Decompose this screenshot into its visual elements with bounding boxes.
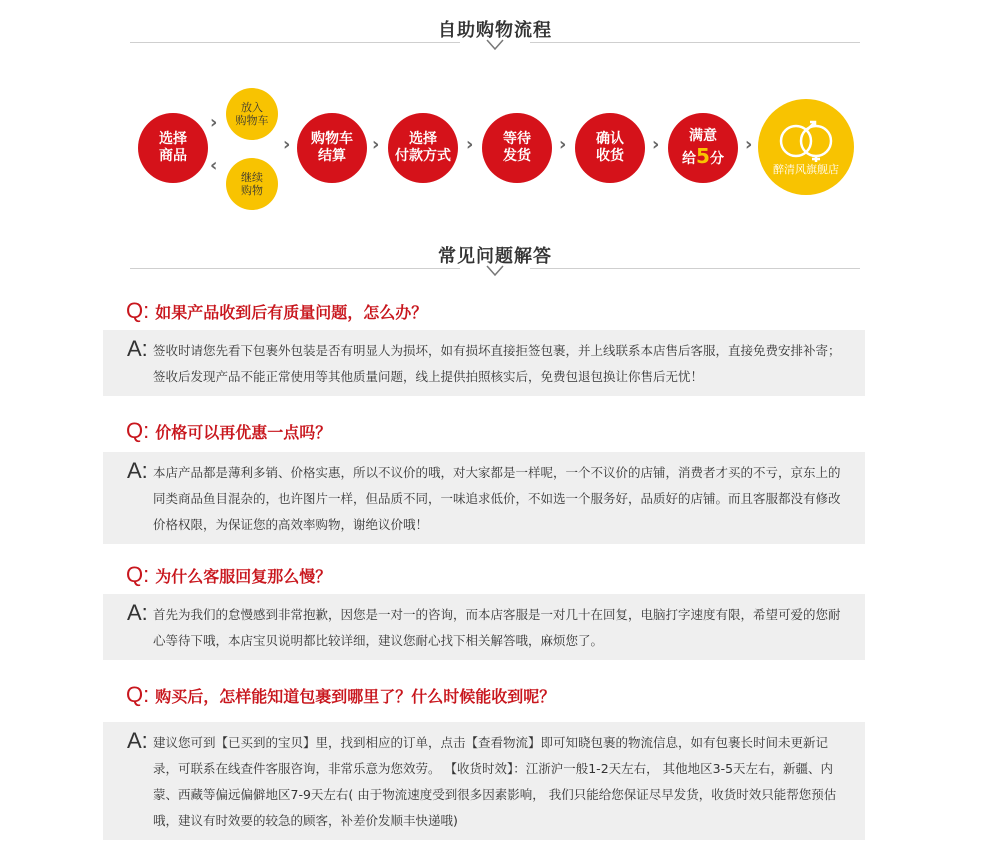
flow-title: 自助购物流程	[438, 20, 552, 41]
arrow-right-icon: ›	[466, 134, 474, 155]
chevron-down-icon	[485, 264, 505, 278]
step-checkout: 购物车 结算	[297, 113, 367, 183]
step-select-product: 选择 商品	[138, 113, 208, 183]
arrow-right-icon: ›	[283, 134, 291, 155]
rate-score: 5	[696, 144, 710, 169]
arrow-left-icon: ‹	[210, 155, 218, 176]
faq-answer: A: 建议您可到【已买到的宝贝】里，找到相应的订单，点击【查看物流】即可知晓包裹的物流信息，如有包裹长时间未更新记录，可联系在线查件客服咨询，非常乐意为您效劳。 【收货时效】：江浙沪一般1-2天左右， 其他地区3-5天左右，新疆、内蒙、西藏等偏远偏僻地区7-9天左右( 由于物流速度受到很多因素影响， 我们只能给您保证尽早发货，收货时效只能帮您预估哦，建议有时效要的较急的顾客，补差价发顺丰快递哦)	[103, 722, 865, 840]
faq-question: Q: 为什么客服回复那么慢？	[126, 562, 332, 587]
faq-title: 常见问题解答	[438, 246, 552, 267]
faq-section-title	[0, 242, 990, 268]
faq-question: Q: 购买后，怎样能知道包裹到哪里了？什么时候能收到呢？	[126, 682, 556, 707]
step-confirm-receipt: 确认 收货	[575, 113, 645, 183]
faq-answer: A: 签收时请您先看下包裹外包装是否有明显人为损坏，如有损坏直接拒签包裹，并上线联系本店售后客服，直接免费安排补寄；签收后发现产品不能正常使用等其他质量问题，线上提供拍照核实后，免费包退包换让你售后无忧！	[103, 330, 865, 396]
brand-badge	[758, 99, 854, 195]
rate-line1: 满意	[689, 127, 717, 144]
arrow-right-icon: ›	[745, 134, 753, 155]
step-continue-shopping: 继续 购物	[226, 158, 278, 210]
faq-answer: A: 首先为我们的怠慢感到非常抱歉，因您是一对一的咨询，而本店客服是一对几十在回复，电脑打字速度有限，希望可爱的您耐心等待下哦，本店宝贝说明都比较详细，建议您耐心找下相关解答哦，麻烦您了。	[103, 594, 865, 660]
chevron-down-icon	[485, 38, 505, 52]
rate-line2: 给5分	[682, 144, 724, 169]
arrow-right-icon: ›	[372, 134, 380, 155]
faq-question: Q: 如果产品收到后有质量问题，怎么办？	[126, 298, 428, 323]
couple-logo-icon	[774, 117, 838, 163]
step-rate-five	[668, 113, 738, 183]
arrow-right-icon: ›	[210, 112, 218, 133]
step-wait-shipping: 等待 发货	[482, 113, 552, 183]
faq-question: Q: 价格可以再优惠一点吗？	[126, 418, 332, 443]
step-add-to-cart: 放入 购物车	[226, 88, 278, 140]
flow-section-title	[0, 16, 990, 42]
arrow-right-icon: ›	[652, 134, 660, 155]
step-payment: 选择 付款方式	[388, 113, 458, 183]
faq-answer: A: 本店产品都是薄利多销、价格实惠，所以不议价的哦，对大家都是一样呢，一个不议价的店铺，消费者才买的不亏，京东上的同类商品鱼目混杂的，也许图片一样，但品质不同，一味追求低价，不如选一个服务好，品质好的店铺。而且客服都没有修改价格权限，为保证您的高效率购物，谢绝议价哦！	[103, 452, 865, 544]
brand-name: 醉清风旗舰店	[773, 163, 839, 177]
arrow-right-icon: ›	[559, 134, 567, 155]
